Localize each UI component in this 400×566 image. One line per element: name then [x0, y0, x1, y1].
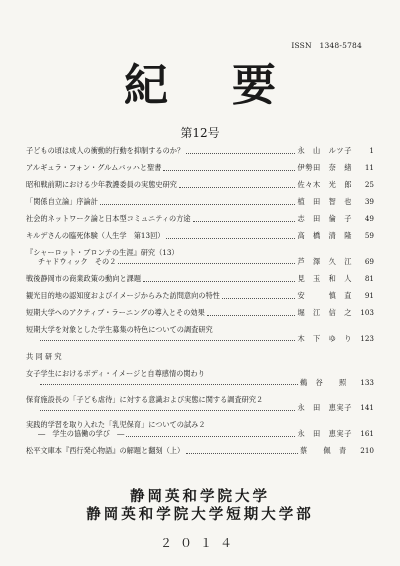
institution-junior-college: 静岡英和学院大学短期大学部 [86, 506, 314, 524]
toc-entry-author: 堀 江 信 之 [297, 307, 352, 317]
dot-leader [118, 263, 295, 264]
toc-entry-page: 123 [360, 333, 374, 343]
section-heading-joint-research: 共 同 研 究 [26, 352, 62, 362]
toc-entry-page: 81 [364, 273, 374, 283]
volume-number: 第12号 [180, 126, 220, 140]
toc-entry-title: 社会的ネットワーク論と日本型コミュニティの方途 [26, 214, 191, 224]
toc-entry-page: 103 [360, 307, 374, 317]
dot-leader [163, 170, 295, 171]
toc-entry-author: 植 田 智 也 [297, 197, 352, 207]
toc-entry-page: 161 [360, 428, 374, 438]
toc-entry-title: 短期大学へのアクティブ・ラーニングの導入とその効果 [26, 307, 205, 317]
toc-entry-author: 木 下 ゆ り [297, 333, 352, 343]
toc-entry-author: 安 慎 直 [297, 290, 352, 300]
toc-entry-title: 実践的学習を取り入れた「乳児保育」についての試み２ [26, 420, 206, 430]
institution-names [0, 488, 400, 524]
toc-entry [26, 181, 374, 190]
toc-entry [26, 198, 374, 207]
toc-entry-author: 永 田 恵実子 [297, 428, 352, 438]
toc-entry [26, 292, 374, 301]
dot-leader [166, 238, 295, 239]
toc-entry-page: 141 [360, 403, 374, 413]
table-of-contents [26, 147, 374, 464]
toc-entry-page: 133 [360, 377, 374, 387]
toc-entry-author: 永 山 ルツ子 [297, 146, 352, 155]
journal-title: 紀要 [124, 60, 340, 111]
issn-number: ISSN 1348-5784 [291, 41, 362, 50]
toc-entry-page: 69 [364, 256, 374, 266]
dot-leader [186, 153, 295, 154]
dot-leader [186, 453, 298, 454]
publication-year: ２０１４ [159, 536, 240, 550]
toc-entry-page: 39 [364, 197, 374, 207]
toc-entry [26, 326, 374, 343]
toc-entry-title: 『シャーロット・ブロンテの生涯』研究（13） [26, 248, 179, 258]
toc-entry-page: 210 [360, 445, 374, 455]
toc-entry [26, 215, 374, 224]
toc-entry-subtitle: チャドウィック その２ [38, 256, 117, 266]
toc-entry-title: アルギュラ・フォン・グルムバッハと聖書 [26, 163, 162, 173]
toc-entry [26, 309, 374, 318]
dot-leader [40, 410, 295, 411]
toc-entry-page: 59 [364, 231, 374, 241]
toc-entry-title: 短期大学を対象とした学生募集の特色についての調査研究 [26, 324, 213, 334]
toc-entry-author: 志 田 倫 子 [297, 214, 352, 224]
dot-leader [126, 436, 295, 437]
toc-entry-title: 戦後静岡市の商業政策の動向と課題 [26, 273, 142, 283]
dot-leader [193, 221, 296, 222]
dot-leader [40, 340, 295, 341]
toc-entry-page: 91 [364, 290, 374, 300]
toc-entry-title: 松平文庫本『西行発心物語』の解題と翻刻（上） [26, 445, 185, 455]
toc-entry-author: 高 橋 清 隆 [297, 231, 352, 241]
toc-entry-author: 見 玉 和 人 [297, 273, 352, 283]
toc-entry-author: 蔡 佩 青 [300, 445, 347, 455]
toc-entry-title: 女子学生におけるボディ・イメージと自尊感情の関わり [26, 368, 205, 378]
dot-leader [143, 281, 295, 282]
toc-entry [26, 421, 374, 438]
toc-entry [26, 396, 374, 413]
dot-leader [222, 298, 296, 299]
toc-entry [26, 275, 374, 284]
toc-entry-title: 子どもの頃は成人の衝動的行動を抑制するのか？ [26, 146, 185, 155]
toc-entry-subtitle: ― 学生の協働の学び ― [38, 428, 125, 438]
toc-entry-title: 保育施設長の「子ども虐待」に対する意識および実態に関する調査研究２ [26, 394, 264, 404]
toc-entry-page: 25 [364, 180, 374, 190]
toc-entry-page: 11 [364, 163, 374, 173]
institution-university: 静岡英和学院大学 [130, 488, 270, 505]
dot-leader [179, 187, 296, 188]
toc-entry-author: 伊勢田 奈 緒 [297, 163, 352, 173]
toc-entry [26, 147, 374, 156]
toc-entry [26, 447, 374, 456]
toc-entry [26, 232, 374, 241]
dot-leader [207, 315, 296, 316]
toc-entry-author: 鵜 谷 照 [300, 377, 347, 387]
toc-entry [26, 370, 374, 387]
toc-joint-list [26, 370, 374, 456]
toc-entry-author: 佐々木 光 郎 [297, 180, 352, 190]
toc-entry [26, 249, 374, 266]
toc-entry-title: キルデさんの臨死体験（人生学 第13回） [26, 231, 165, 241]
toc-entry-title: 昭和戦前期における少年教護委員の実態史研究 [26, 180, 177, 190]
dot-leader [100, 204, 296, 205]
toc-entry-page: 49 [364, 214, 374, 224]
toc-entry [26, 164, 374, 173]
dot-leader [40, 384, 298, 385]
toc-entry-title: 「関係自立論」序論計 [26, 197, 98, 207]
toc-entry-title: 観光目的地の認知度およびイメージからみた訪問意向の特性 [26, 290, 220, 300]
toc-entry-author: 芦 澤 久 江 [297, 256, 352, 266]
toc-entry-author: 永 田 恵実子 [297, 403, 352, 413]
toc-entry-page: 1 [369, 146, 374, 155]
toc-main-list [26, 147, 374, 343]
